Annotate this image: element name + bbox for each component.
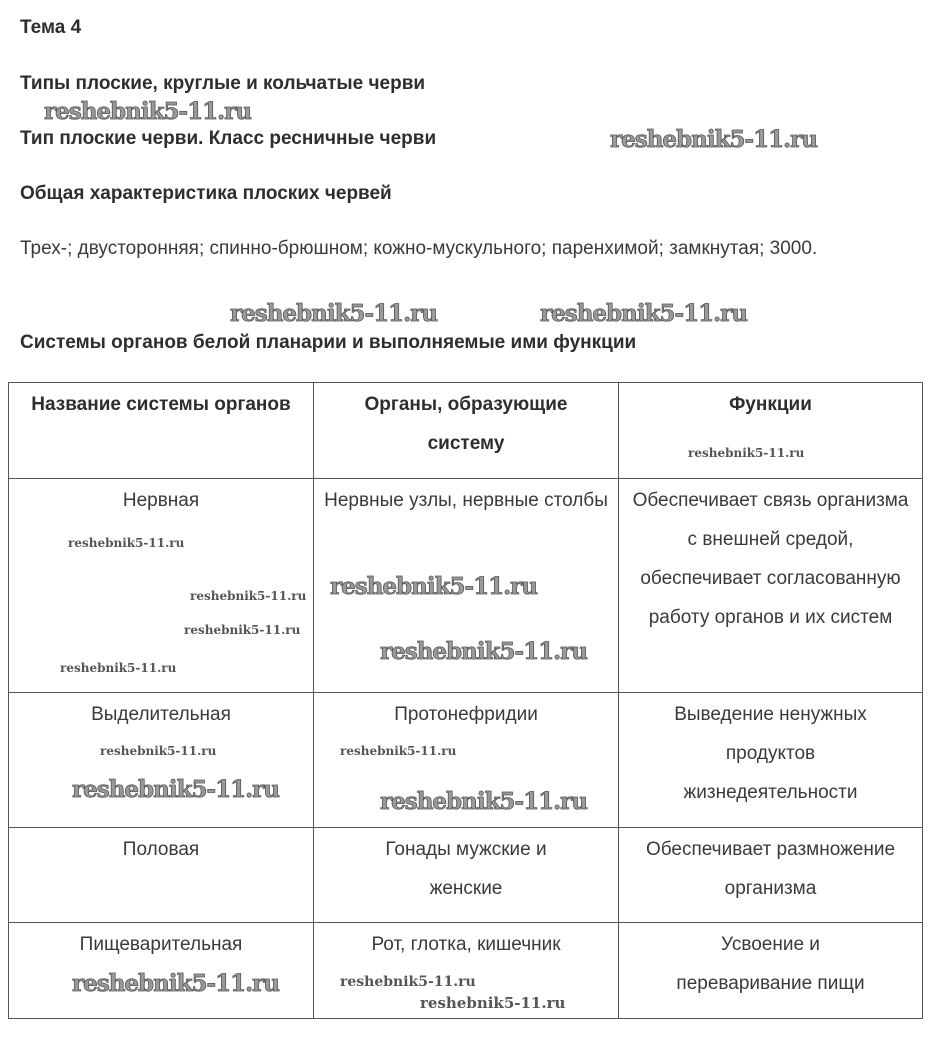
topic-title: Тема 4 <box>20 17 82 38</box>
organ-systems-table <box>8 382 923 1019</box>
table-cell: Пищеварительная <box>9 923 314 1019</box>
table-header-row <box>9 383 923 479</box>
table-cell: Нервные узлы, нервные столбы <box>314 479 619 693</box>
table-cell: Усвоение и переваривание пищи <box>619 923 923 1019</box>
header-cell: Функции <box>619 383 923 479</box>
heading-types: Типы плоские, круглые и кольчатые черви <box>20 73 426 94</box>
table-cell: Выведение ненужных продуктов жизнедеятельности <box>619 693 923 828</box>
heading-class: Тип плоские черви. Класс ресничные черви <box>20 128 437 149</box>
watermark: reshebnik5-11.ru <box>60 661 177 675</box>
header-cell: Название системы органов <box>9 383 314 479</box>
watermark: reshebnik5-11.ru <box>100 744 217 758</box>
table-row <box>9 828 923 923</box>
table-cell: Гонады мужские и женские <box>314 828 619 923</box>
watermark: reshebnik5-11.ru <box>190 589 307 603</box>
header-cell: Органы, образующие систему <box>314 383 619 479</box>
watermark: reshebnik5-11.ru <box>44 98 251 125</box>
watermark: reshebnik5-11.ru <box>380 638 587 665</box>
watermark: reshebnik5-11.ru <box>330 573 537 600</box>
watermark: reshebnik5-11.ru <box>688 446 805 460</box>
heading-organ-systems: Системы органов белой планарии и выполняемые ими функции <box>20 332 637 353</box>
answer-text: Трех-; двусторонняя; спинно-брюшном; кожно-мускульного; паренхимой; замкнутая; 3000. <box>20 238 818 259</box>
watermark: reshebnik5-11.ru <box>340 974 476 990</box>
heading-characteristics: Общая характеристика плоских червей <box>20 183 392 204</box>
watermark: reshebnik5-11.ru <box>72 776 279 803</box>
watermark: reshebnik5-11.ru <box>230 300 437 327</box>
table-cell: Обеспечивает размножение организма <box>619 828 923 923</box>
table-cell: Рот, глотка, кишечник <box>314 923 619 1019</box>
table-cell: Нервная <box>9 479 314 693</box>
table-cell: Выделительная <box>9 693 314 828</box>
watermark: reshebnik5-11.ru <box>380 788 587 815</box>
watermark: reshebnik5-11.ru <box>340 744 457 758</box>
watermark: reshebnik5-11.ru <box>610 126 817 153</box>
watermark: reshebnik5-11.ru <box>72 970 279 997</box>
watermark: reshebnik5-11.ru <box>540 300 747 327</box>
table-cell: Половая <box>9 828 314 923</box>
table-cell: Протонефридии <box>314 693 619 828</box>
watermark: reshebnik5-11.ru <box>68 536 185 550</box>
table-cell: Обеспечивает связь организма с внешней средой, обеспечивает согласованную работу органов и их систем <box>619 479 923 693</box>
watermark: reshebnik5-11.ru <box>420 994 566 1012</box>
watermark: reshebnik5-11.ru <box>184 623 301 637</box>
